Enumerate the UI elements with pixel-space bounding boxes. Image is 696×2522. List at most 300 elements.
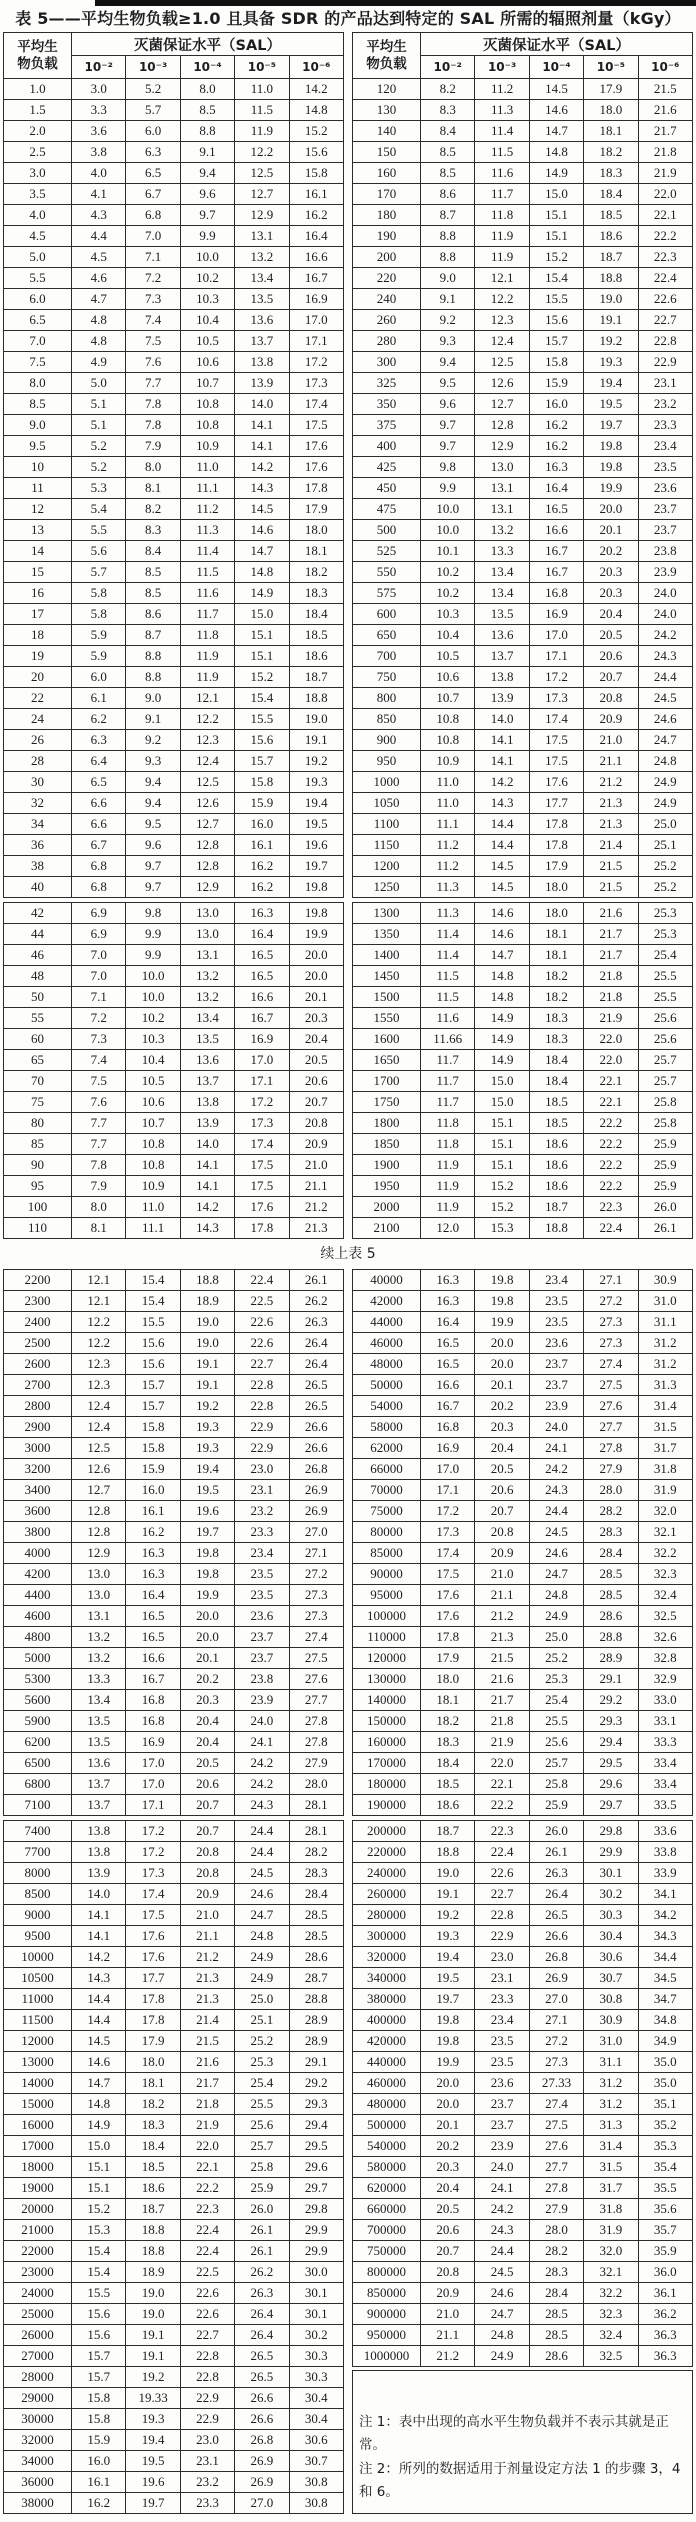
bioburden-cell: 16000 xyxy=(4,2115,72,2136)
dose-cell: 16.3 xyxy=(126,1543,180,1564)
dose-cell: 21.5 xyxy=(475,1648,529,1669)
dose-cell: 12.8 xyxy=(72,1501,126,1522)
dose-cell: 24.4 xyxy=(235,1821,289,1842)
bioburden-cell: 6200 xyxy=(4,1732,72,1753)
bioburden-cell: 4800 xyxy=(4,1627,72,1648)
table-row xyxy=(353,772,693,793)
table-row xyxy=(4,226,344,247)
dose-cell: 35.6 xyxy=(638,2199,692,2220)
dose-cell: 16.6 xyxy=(126,1648,180,1669)
dose-cell: 14.2 xyxy=(235,457,289,478)
bioburden-cell: 1750 xyxy=(353,1092,421,1113)
dose-cell: 26.9 xyxy=(289,1501,343,1522)
dose-cell: 5.1 xyxy=(72,394,126,415)
bioburden-cell: 11000 xyxy=(4,1989,72,2010)
dose-cell: 22.7 xyxy=(235,1354,289,1375)
dose-cell: 18.7 xyxy=(529,1197,583,1218)
table-row xyxy=(4,394,344,415)
bioburden-cell: 24000 xyxy=(4,2283,72,2304)
dose-cell: 24.8 xyxy=(529,1585,583,1606)
dose-cell: 15.9 xyxy=(72,2430,126,2451)
dose-cell: 9.2 xyxy=(126,730,180,751)
dose-cell: 4.8 xyxy=(72,331,126,352)
table-row xyxy=(4,2115,344,2136)
dose-cell: 15.3 xyxy=(72,2220,126,2241)
bioburden-cell: 180000 xyxy=(353,1774,421,1795)
dose-cell: 17.9 xyxy=(584,79,638,100)
table-row xyxy=(353,520,693,541)
dose-cell: 15.5 xyxy=(126,1312,180,1333)
table-row xyxy=(353,1092,693,1113)
dose-cell: 15.4 xyxy=(235,688,289,709)
dose-cell: 9.8 xyxy=(126,903,180,924)
dose-cell: 18.2 xyxy=(421,1711,475,1732)
bioburden-cell: 3400 xyxy=(4,1480,72,1501)
dose-cell: 24.4 xyxy=(235,1842,289,1863)
table-row xyxy=(4,1774,344,1795)
table-row xyxy=(4,457,344,478)
dose-cell: 28.0 xyxy=(584,1480,638,1501)
dose-cell: 8.0 xyxy=(180,79,234,100)
dose-cell: 19.2 xyxy=(126,2367,180,2388)
dose-cell: 27.5 xyxy=(289,1648,343,1669)
dose-cell: 17.5 xyxy=(529,730,583,751)
dose-cell: 23.3 xyxy=(180,2493,234,2514)
dose-cell: 6.6 xyxy=(72,814,126,835)
dose-cell: 27.6 xyxy=(289,1669,343,1690)
dose-cell: 12.2 xyxy=(72,1333,126,1354)
dose-cell: 17.5 xyxy=(235,1176,289,1197)
table-row xyxy=(353,1438,693,1459)
dose-cell: 28.4 xyxy=(584,1543,638,1564)
table-row xyxy=(4,2451,344,2472)
dose-cell: 13.4 xyxy=(72,1690,126,1711)
dose-cell: 19.1 xyxy=(126,2346,180,2367)
dose-cell: 9.1 xyxy=(180,142,234,163)
dose-cell: 24.2 xyxy=(475,2199,529,2220)
bioburden-cell: 10500 xyxy=(4,1968,72,1989)
dose-cell: 17.9 xyxy=(289,499,343,520)
bioburden-cell: 260000 xyxy=(353,1884,421,1905)
dose-cell: 9.7 xyxy=(126,856,180,877)
dose-cell: 9.7 xyxy=(126,877,180,898)
bioburden-cell: 650 xyxy=(353,625,421,646)
bioburden-cell: 220 xyxy=(353,268,421,289)
dose-cell: 5.2 xyxy=(72,457,126,478)
dose-cell: 16.3 xyxy=(421,1270,475,1291)
bioburden-cell: 1600 xyxy=(353,1029,421,1050)
dose-cell: 20.3 xyxy=(421,2157,475,2178)
dose-cell: 21.2 xyxy=(475,1606,529,1627)
bioburden-cell: 6800 xyxy=(4,1774,72,1795)
dose-cell: 33.3 xyxy=(638,1732,692,1753)
dose-cell: 14.1 xyxy=(235,436,289,457)
dose-cell: 17.6 xyxy=(421,1585,475,1606)
dose-cell: 20.7 xyxy=(421,2241,475,2262)
dose-cell: 10.8 xyxy=(421,709,475,730)
dose-cell: 31.2 xyxy=(584,2094,638,2115)
bioburden-cell: 4200 xyxy=(4,1564,72,1585)
table-row xyxy=(4,987,344,1008)
dose-cell: 14.1 xyxy=(72,1926,126,1947)
dose-cell: 20.7 xyxy=(584,667,638,688)
dose-cell: 19.5 xyxy=(421,1968,475,1989)
dose-cell: 15.1 xyxy=(235,646,289,667)
dose-cell: 5.7 xyxy=(126,100,180,121)
dose-cell: 17.6 xyxy=(289,457,343,478)
dose-cell: 21.9 xyxy=(475,1732,529,1753)
table-row xyxy=(4,163,344,184)
dose-cell: 15.4 xyxy=(72,2241,126,2262)
dose-cell: 21.2 xyxy=(289,1197,343,1218)
dose-cell: 5.5 xyxy=(72,520,126,541)
dose-cell: 13.2 xyxy=(180,987,234,1008)
bioburden-cell: 4000 xyxy=(4,1543,72,1564)
dose-cell: 11.66 xyxy=(421,1029,475,1050)
notes-box xyxy=(352,2370,693,2514)
dose-cell: 18.5 xyxy=(421,1774,475,1795)
table-row xyxy=(353,415,693,436)
dose-cell: 24.5 xyxy=(235,1863,289,1884)
dose-cell: 18.3 xyxy=(126,2115,180,2136)
dose-cell: 28.0 xyxy=(529,2220,583,2241)
table-row xyxy=(353,2262,693,2283)
dose-cell: 11.6 xyxy=(180,583,234,604)
dose-cell: 31.0 xyxy=(638,1291,692,1312)
table-row xyxy=(353,583,693,604)
table-row xyxy=(353,142,693,163)
table-row xyxy=(4,1648,344,1669)
dose-cell: 31.1 xyxy=(584,2052,638,2073)
dose-cell: 10.4 xyxy=(126,1050,180,1071)
bioburden-cell: 340000 xyxy=(353,1968,421,1989)
dose-cell: 13.3 xyxy=(475,541,529,562)
dose-cell: 15.3 xyxy=(475,1218,529,1239)
dose-cell: 24.3 xyxy=(235,1795,289,1816)
dose-cell: 3.0 xyxy=(72,79,126,100)
table-row xyxy=(353,2031,693,2052)
dose-cell: 18.1 xyxy=(421,1690,475,1711)
table-row xyxy=(4,1606,344,1627)
table-row xyxy=(4,2073,344,2094)
dose-cell: 27.1 xyxy=(289,1543,343,1564)
bioburden-cell: 13000 xyxy=(4,2052,72,2073)
dose-cell: 12.1 xyxy=(180,688,234,709)
dose-cell: 24.1 xyxy=(529,1438,583,1459)
dose-cell: 15.6 xyxy=(126,1333,180,1354)
dose-cell: 11.4 xyxy=(421,924,475,945)
dose-cell: 31.2 xyxy=(638,1354,692,1375)
table-row xyxy=(353,1050,693,1071)
dose-cell: 11.9 xyxy=(475,247,529,268)
table-row xyxy=(353,1905,693,1926)
dose-cell: 6.5 xyxy=(72,772,126,793)
bioburden-cell: 9.5 xyxy=(4,436,72,457)
dose-cell: 23.2 xyxy=(638,394,692,415)
dose-cell: 31.2 xyxy=(638,1333,692,1354)
dose-cell: 29.1 xyxy=(289,2052,343,2073)
bioburden-cell: 1400 xyxy=(353,945,421,966)
table-row xyxy=(353,1821,693,1842)
dose-cell: 23.7 xyxy=(638,520,692,541)
dose-cell: 10.2 xyxy=(126,1008,180,1029)
dose-cell: 21.7 xyxy=(584,945,638,966)
dose-cell: 7.7 xyxy=(72,1113,126,1134)
dose-cell: 13.5 xyxy=(475,604,529,625)
dose-cell: 27.6 xyxy=(584,1396,638,1417)
dose-cell: 26.4 xyxy=(529,1884,583,1905)
dose-cell: 22.4 xyxy=(180,2241,234,2262)
dose-cell: 21.0 xyxy=(475,1564,529,1585)
dose-cell: 21.1 xyxy=(475,1585,529,1606)
dose-cell: 28.6 xyxy=(289,1947,343,1968)
dose-cell: 11.0 xyxy=(126,1197,180,1218)
dose-cell: 23.1 xyxy=(180,2451,234,2472)
table-row xyxy=(4,478,344,499)
dose-cell: 14.6 xyxy=(72,2052,126,2073)
table-row xyxy=(353,2094,693,2115)
bioburden-cell: 14 xyxy=(4,541,72,562)
bioburden-cell: 48000 xyxy=(353,1354,421,1375)
dose-cell: 22.9 xyxy=(180,2388,234,2409)
dose-cell: 17.5 xyxy=(235,1155,289,1176)
dose-cell: 25.6 xyxy=(638,1029,692,1050)
dose-cell: 10.0 xyxy=(126,987,180,1008)
dose-cell: 24.0 xyxy=(475,2157,529,2178)
dose-cell: 21.6 xyxy=(638,100,692,121)
dose-cell: 26.9 xyxy=(289,1480,343,1501)
table-row xyxy=(4,1522,344,1543)
dose-cell: 16.9 xyxy=(289,289,343,310)
dose-cell: 17.0 xyxy=(126,1753,180,1774)
dose-cell: 27.3 xyxy=(584,1312,638,1333)
dose-cell: 30.8 xyxy=(289,2493,343,2514)
table-row xyxy=(4,184,344,205)
table-row xyxy=(353,1333,693,1354)
dose-cell: 9.3 xyxy=(126,751,180,772)
bioburden-cell: 3.0 xyxy=(4,163,72,184)
dose-cell: 20.3 xyxy=(180,1690,234,1711)
dose-cell: 20.4 xyxy=(475,1438,529,1459)
dose-cell: 11.9 xyxy=(475,226,529,247)
dose-cell: 11.7 xyxy=(421,1092,475,1113)
table-row xyxy=(353,751,693,772)
dose-cell: 10.3 xyxy=(126,1029,180,1050)
dose-cell: 6.0 xyxy=(126,121,180,142)
table-row xyxy=(353,289,693,310)
table-row xyxy=(353,814,693,835)
dose-cell: 10.8 xyxy=(180,394,234,415)
dose-cell: 18.6 xyxy=(529,1134,583,1155)
dose-cell: 18.8 xyxy=(180,1270,234,1291)
dose-cell: 11.1 xyxy=(421,814,475,835)
dose-cell: 21.0 xyxy=(584,730,638,751)
dose-cell: 19.1 xyxy=(584,310,638,331)
dose-cell: 22.9 xyxy=(235,1417,289,1438)
dose-cell: 22.4 xyxy=(235,1270,289,1291)
dose-cell: 12.2 xyxy=(235,142,289,163)
dose-cell: 10.0 xyxy=(421,499,475,520)
dose-cell: 13.7 xyxy=(72,1795,126,1816)
table-row xyxy=(4,100,344,121)
dose-cell: 22.7 xyxy=(638,310,692,331)
table-row xyxy=(353,877,693,898)
dose-cell: 15.0 xyxy=(529,184,583,205)
dose-cell: 25.2 xyxy=(638,877,692,898)
dose-cell: 5.9 xyxy=(72,625,126,646)
dose-cell: 21.9 xyxy=(638,163,692,184)
dose-cell: 11.0 xyxy=(235,79,289,100)
table-row xyxy=(353,1863,693,1884)
table-row xyxy=(353,2136,693,2157)
dose-cell: 5.3 xyxy=(72,478,126,499)
table-row xyxy=(353,625,693,646)
dose-cell: 23.8 xyxy=(638,541,692,562)
bioburden-cell: 170 xyxy=(353,184,421,205)
dose-cell: 7.9 xyxy=(126,436,180,457)
bioburden-cell: 4600 xyxy=(4,1606,72,1627)
dose-cell: 26.8 xyxy=(289,1459,343,1480)
dose-cell: 13.6 xyxy=(180,1050,234,1071)
dose-cell: 20.8 xyxy=(421,2262,475,2283)
dose-cell: 10.1 xyxy=(421,541,475,562)
dose-cell: 28.4 xyxy=(529,2283,583,2304)
bioburden-cell: 34000 xyxy=(4,2451,72,2472)
dose-cell: 13.6 xyxy=(475,625,529,646)
table-row xyxy=(353,121,693,142)
bioburden-cell: 200000 xyxy=(353,1821,421,1842)
bioburden-cell: 12000 xyxy=(4,2031,72,2052)
dose-cell: 19.6 xyxy=(180,1501,234,1522)
dose-cell: 29.7 xyxy=(584,1795,638,1816)
dose-cell: 24.9 xyxy=(235,1968,289,1989)
dose-cell: 19.2 xyxy=(421,1905,475,1926)
table-row xyxy=(4,1842,344,1863)
bioburden-cell: 1300 xyxy=(353,903,421,924)
dose-cell: 22.9 xyxy=(180,2409,234,2430)
dose-cell: 28.0 xyxy=(289,1774,343,1795)
bioburden-cell: 5900 xyxy=(4,1711,72,1732)
bioburden-cell: 42000 xyxy=(353,1291,421,1312)
dose-cell: 36.3 xyxy=(638,2346,692,2367)
dose-cell: 7.6 xyxy=(72,1092,126,1113)
table-row xyxy=(353,1564,693,1585)
dose-cell: 14.9 xyxy=(529,163,583,184)
dose-cell: 15.2 xyxy=(475,1176,529,1197)
dose-cell: 22.4 xyxy=(638,268,692,289)
dose-cell: 25.7 xyxy=(529,1753,583,1774)
bioburden-cell: 85 xyxy=(4,1134,72,1155)
bioburden-cell: 110000 xyxy=(353,1627,421,1648)
dose-cell: 17.4 xyxy=(289,394,343,415)
bioburden-cell: 42 xyxy=(4,903,72,924)
dose-cell: 19.1 xyxy=(289,730,343,751)
dose-cell: 34.8 xyxy=(638,2010,692,2031)
dose-cell: 8.7 xyxy=(421,205,475,226)
dose-cell: 11.6 xyxy=(475,163,529,184)
dose-cell: 20.5 xyxy=(421,2199,475,2220)
dose-cell: 27.0 xyxy=(289,1522,343,1543)
dose-cell: 11.0 xyxy=(180,457,234,478)
dose-cell: 13.5 xyxy=(235,289,289,310)
dose-cell: 11.9 xyxy=(421,1197,475,1218)
dose-cell: 23.7 xyxy=(638,499,692,520)
bioburden-cell: 95 xyxy=(4,1176,72,1197)
dose-cell: 13.0 xyxy=(72,1564,126,1585)
bioburden-cell: 700000 xyxy=(353,2220,421,2241)
dose-cell: 10.4 xyxy=(421,625,475,646)
dose-cell: 33.5 xyxy=(638,1795,692,1816)
table-row xyxy=(353,79,693,100)
dose-cell: 21.3 xyxy=(584,793,638,814)
bioburden-cell: 575 xyxy=(353,583,421,604)
dose-cell: 20.9 xyxy=(289,1134,343,1155)
dose-cell: 20.0 xyxy=(289,966,343,987)
table-row xyxy=(353,1842,693,1863)
dose-cell: 13.7 xyxy=(72,1774,126,1795)
bioburden-cell: 1250 xyxy=(353,877,421,898)
dose-cell: 17.1 xyxy=(529,646,583,667)
dose-cell: 8.4 xyxy=(421,121,475,142)
bioburden-cell: 38000 xyxy=(4,2493,72,2514)
dose-cell: 28.5 xyxy=(529,2304,583,2325)
dose-cell: 22.8 xyxy=(235,1375,289,1396)
bioburden-cell: 950000 xyxy=(353,2325,421,2346)
dose-cell: 12.1 xyxy=(475,268,529,289)
dose-cell: 16.2 xyxy=(529,436,583,457)
bioburden-cell: 1.0 xyxy=(4,79,72,100)
bioburden-cell: 6500 xyxy=(4,1753,72,1774)
dose-cell: 17.8 xyxy=(126,2010,180,2031)
dose-cell: 18.4 xyxy=(584,184,638,205)
dose-cell: 16.2 xyxy=(72,2493,126,2514)
dose-cell: 31.4 xyxy=(584,2136,638,2157)
dose-cell: 15.9 xyxy=(235,793,289,814)
dose-cell: 36.0 xyxy=(638,2262,692,2283)
dose-cell: 30.1 xyxy=(584,1863,638,1884)
dose-cell: 10.0 xyxy=(180,247,234,268)
dose-cell: 33.8 xyxy=(638,1842,692,1863)
table-row xyxy=(353,1417,693,1438)
dose-cell: 19.1 xyxy=(126,2325,180,2346)
dose-cell: 25.9 xyxy=(638,1134,692,1155)
table-row xyxy=(353,1396,693,1417)
dose-cell: 23.1 xyxy=(235,1480,289,1501)
bioburden-cell: 5.0 xyxy=(4,247,72,268)
dose-cell: 18.7 xyxy=(421,1821,475,1842)
dose-cell: 35.0 xyxy=(638,2052,692,2073)
dose-cell: 15.4 xyxy=(529,268,583,289)
bioburden-cell: 28 xyxy=(4,751,72,772)
dose-cell: 15.9 xyxy=(126,1459,180,1480)
dose-cell: 22.7 xyxy=(475,1884,529,1905)
dose-cell: 6.3 xyxy=(126,142,180,163)
dose-cell: 20.2 xyxy=(584,541,638,562)
dose-cell: 22.8 xyxy=(180,2367,234,2388)
dose-cell: 21.3 xyxy=(180,1968,234,1989)
dose-cell: 14.4 xyxy=(72,1989,126,2010)
bioburden-cell: 21000 xyxy=(4,2220,72,2241)
dose-cell: 17.8 xyxy=(421,1627,475,1648)
dose-cell: 13.5 xyxy=(72,1711,126,1732)
dose-cell: 24.9 xyxy=(235,1947,289,1968)
table-row xyxy=(4,520,344,541)
dose-cell: 7.8 xyxy=(72,1155,126,1176)
dose-cell: 20.3 xyxy=(475,1417,529,1438)
bioburden-cell: 660000 xyxy=(353,2199,421,2220)
bioburden-cell: 480000 xyxy=(353,2094,421,2115)
dose-cell: 30.4 xyxy=(584,1926,638,1947)
